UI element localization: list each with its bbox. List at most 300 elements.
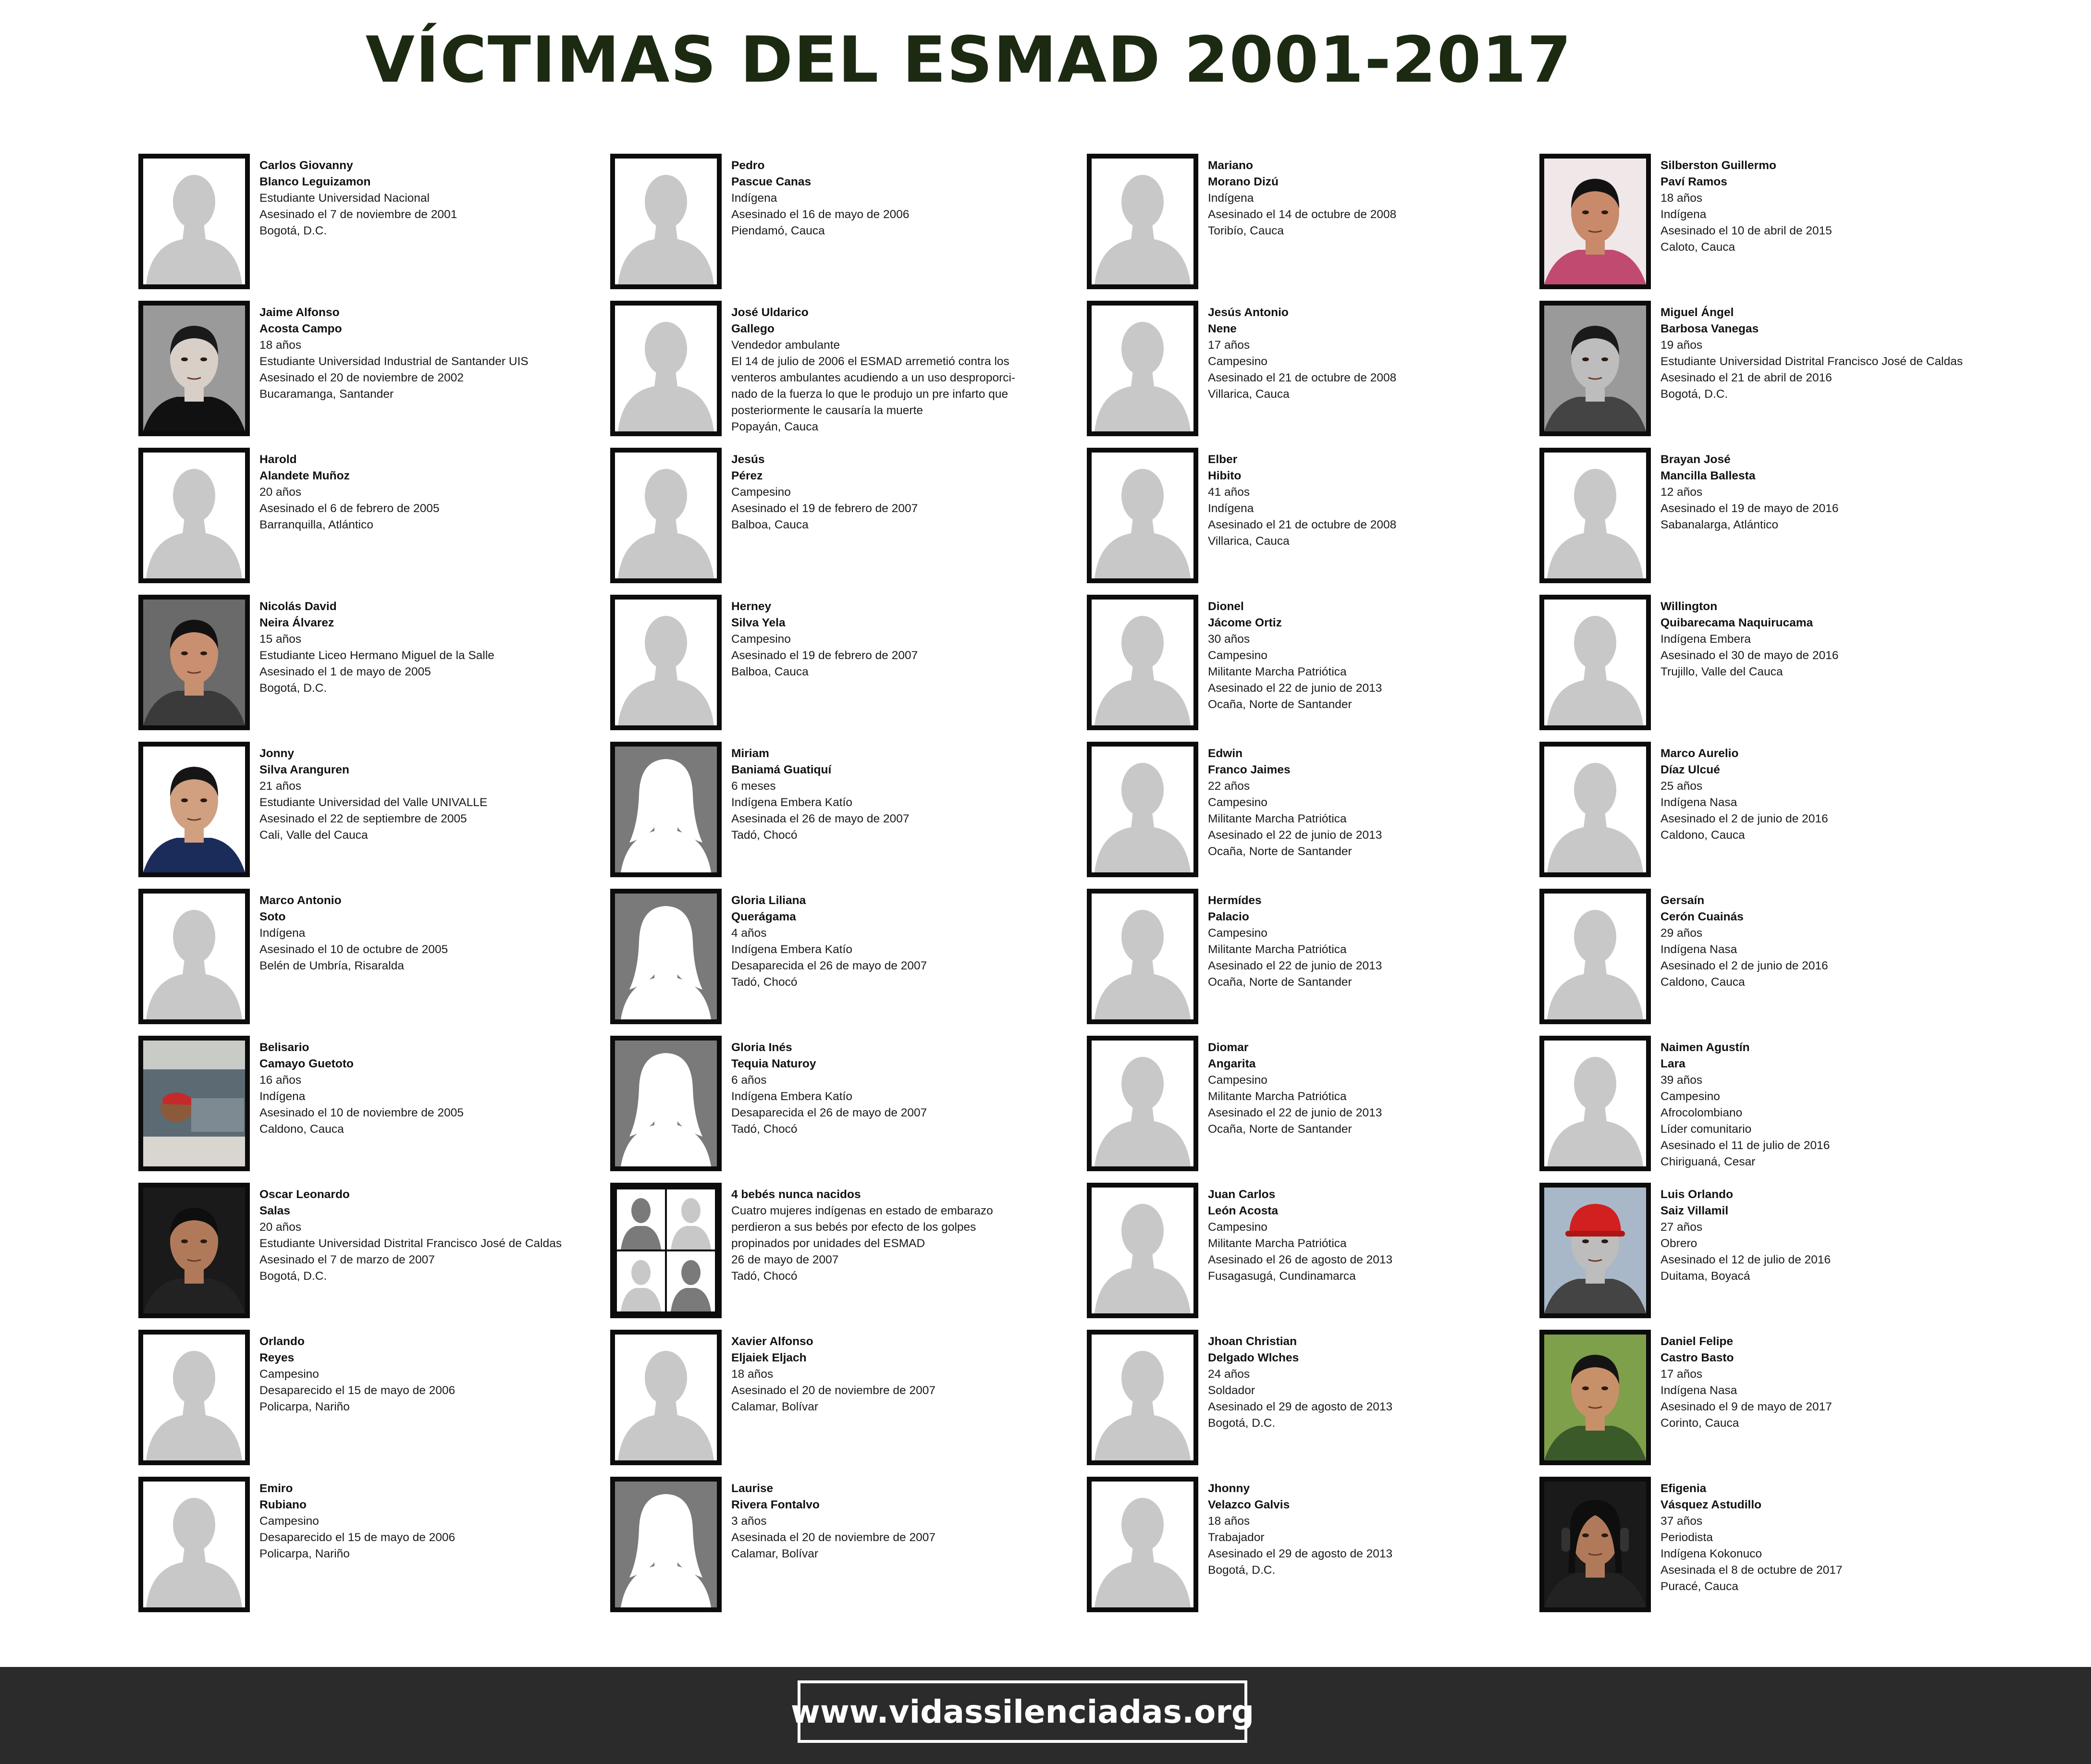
victim-info [1660, 599, 1997, 680]
victim-photo [1087, 742, 1198, 877]
victim-info [259, 452, 596, 533]
victim-detail: Asesinado el 11 de julio de 2016 [1660, 1139, 1830, 1152]
victim-photo [1539, 1036, 1651, 1171]
victim-detail: Estudiante Universidad del Valle UNIVALLE [259, 796, 488, 809]
victim-detail: 20 años [259, 486, 302, 499]
victim-card [138, 1474, 600, 1613]
victim-detail: 15 años [259, 633, 302, 646]
victim-detail: Asesinada el 20 de noviembre de 2007 [731, 1531, 935, 1544]
victim-detail: 22 años [1208, 780, 1250, 793]
victim-name: Jesús [731, 453, 765, 466]
victim-info [731, 1481, 1068, 1562]
victim-name: Camayo Guetoto [259, 1057, 354, 1070]
victim-detail: Estudiante Universidad Distrital Francisco José de Caldas [259, 1237, 562, 1250]
victim-detail: Cali, Valle del Cauca [259, 829, 368, 842]
victim-detail: Corinto, Cauca [1660, 1417, 1739, 1430]
victim-name: Pascue Canas [731, 175, 812, 188]
victim-card [1539, 1474, 2001, 1613]
victim-detail: Campesino [1660, 1090, 1720, 1103]
victim-card [138, 739, 600, 878]
victim-info [731, 1334, 1068, 1415]
victim-card [1087, 298, 1548, 437]
victim-detail: 30 años [1208, 633, 1250, 646]
victim-detail: Desaparecido el 15 de mayo de 2006 [259, 1531, 455, 1544]
victim-card [1087, 151, 1548, 290]
victim-name: 4 bebés nunca nacidos [731, 1188, 861, 1201]
victim-detail: Campesino [1208, 796, 1267, 809]
victim-card [610, 298, 1071, 437]
victim-photo [610, 1183, 722, 1318]
victim-name: Orlando [259, 1335, 305, 1348]
victim-detail: Sabanalarga, Atlántico [1660, 518, 1779, 531]
victim-detail: 39 años [1660, 1074, 1703, 1087]
victim-detail: Asesinada el 8 de octubre de 2017 [1660, 1564, 1843, 1577]
victim-detail: Bogotá, D.C. [1660, 388, 1728, 401]
victim-info [1208, 1187, 1544, 1285]
victim-detail: Asesinado el 7 de marzo de 2007 [259, 1253, 435, 1266]
victim-detail: Tadó, Chocó [731, 976, 798, 989]
victim-detail: perdieron a sus bebés por efecto de los golpes [731, 1221, 976, 1234]
victim-info [259, 1481, 596, 1562]
victim-name: Blanco Leguizamon [259, 175, 371, 188]
victim-detail: Cuatro mujeres indígenas en estado de embarazo [731, 1204, 993, 1217]
victim-detail: Asesinado el 30 de mayo de 2016 [1660, 649, 1839, 662]
victim-detail: Piendamó, Cauca [731, 224, 825, 237]
victim-detail: propinados por unidades del ESMAD [731, 1237, 925, 1250]
victim-info [259, 893, 596, 974]
victim-detail: Estudiante Universidad Distrital Francisco José de Caldas [1660, 355, 1963, 368]
victim-name: Franco Jaimes [1208, 763, 1291, 776]
victim-detail: Campesino [259, 1368, 319, 1381]
victim-name: Jácome Ortiz [1208, 616, 1282, 629]
victim-detail: Chiriguaná, Cesar [1660, 1155, 1756, 1168]
victim-name: Querágama [731, 910, 796, 923]
victim-name: Gloria Liliana [731, 894, 806, 907]
victim-name: Baniamá Guatiquí [731, 763, 832, 776]
victim-detail: Fusagasugá, Cundinamarca [1208, 1270, 1356, 1283]
victim-detail: 21 años [259, 780, 302, 793]
victim-detail: Campesino [1208, 649, 1267, 662]
page-title: VÍCTIMAS DEL ESMAD 2001-2017 [365, 23, 1573, 97]
victim-name: Daniel Felipe [1660, 1335, 1734, 1348]
victim-name: Rubiano [259, 1498, 307, 1511]
victim-detail: Barranquilla, Atlántico [259, 518, 373, 531]
victim-detail: Indígena Nasa [1660, 1384, 1737, 1397]
victim-detail: Indígena [1660, 208, 1707, 221]
victim-photo [138, 742, 250, 877]
victim-info [1208, 599, 1544, 713]
victim-photo [1087, 1330, 1198, 1465]
victim-card [1087, 445, 1548, 584]
victim-name: Cerón Cuainás [1660, 910, 1744, 923]
victim-name: Mancilla Ballesta [1660, 469, 1756, 482]
victim-name: Harold [259, 453, 297, 466]
victim-name: Barbosa Vanegas [1660, 322, 1759, 335]
victim-detail: 19 años [1660, 339, 1703, 352]
victim-detail: Trabajador [1208, 1531, 1265, 1544]
victim-detail: Militante Marcha Patriótica [1208, 812, 1347, 825]
victim-info [1660, 746, 1997, 844]
victim-detail: 17 años [1208, 339, 1250, 352]
victim-detail: Militante Marcha Patriótica [1208, 1237, 1347, 1250]
footer-bar [0, 1667, 2091, 1764]
victim-detail: 3 años [731, 1515, 767, 1528]
victim-detail: Asesinado el 29 de agosto de 2013 [1208, 1547, 1393, 1560]
victim-photo [610, 595, 722, 730]
victim-name: Oscar Leonardo [259, 1188, 350, 1201]
victim-name: Gloria Inés [731, 1041, 792, 1054]
victim-photo [610, 448, 722, 583]
victim-detail: Asesinado el 22 de junio de 2013 [1208, 682, 1382, 695]
victim-info [1208, 1481, 1544, 1579]
victim-photo [1539, 301, 1651, 436]
victim-detail: Indígena [259, 1090, 306, 1103]
victim-detail: Calamar, Bolívar [731, 1547, 819, 1560]
victim-detail: Afrocolombiano [1660, 1106, 1743, 1119]
victim-name: Marco Antonio [259, 894, 342, 907]
victim-name: Alandete Muñoz [259, 469, 350, 482]
victim-detail: Popayán, Cauca [731, 420, 819, 433]
victim-card [1539, 151, 2001, 290]
victim-detail: Tadó, Chocó [731, 1270, 798, 1283]
victim-detail: Campesino [1208, 927, 1267, 940]
victim-detail: Balboa, Cauca [731, 665, 809, 678]
victim-card [1539, 1327, 2001, 1466]
victim-detail: Campesino [1208, 1221, 1267, 1234]
victim-info [259, 599, 596, 697]
victim-card [138, 1033, 600, 1172]
victim-detail: Asesinado el 7 de noviembre de 2001 [259, 208, 457, 221]
victim-card [610, 1033, 1071, 1172]
victim-detail: Asesinado el 16 de mayo de 2006 [731, 208, 910, 221]
victim-photo [138, 889, 250, 1024]
victim-detail: Indígena Embera Katío [731, 1090, 852, 1103]
victim-detail: Asesinado el 22 de junio de 2013 [1208, 829, 1382, 842]
victim-name: Efigenia [1660, 1482, 1707, 1495]
victim-photo [138, 154, 250, 289]
victim-detail: Asesinado el 21 de octubre de 2008 [1208, 371, 1397, 384]
victim-detail: Asesinado el 21 de abril de 2016 [1660, 371, 1832, 384]
victim-detail: Asesinado el 20 de noviembre de 2007 [731, 1384, 935, 1397]
victim-info [731, 1040, 1068, 1138]
victim-photo [1539, 1183, 1651, 1318]
victim-detail: 37 años [1660, 1515, 1703, 1528]
victim-detail: Villarica, Cauca [1208, 535, 1290, 548]
victim-name: Belisario [259, 1041, 309, 1054]
victim-detail: Asesinado el 12 de julio de 2016 [1660, 1253, 1831, 1266]
victim-name: Gersaín [1660, 894, 1705, 907]
victim-detail: Asesinado el 19 de mayo de 2016 [1660, 502, 1839, 515]
victim-detail: 26 de mayo de 2007 [731, 1253, 839, 1266]
victim-photo [1539, 448, 1651, 583]
victim-detail: Ocaña, Norte de Santander [1208, 845, 1352, 858]
victim-name: Angarita [1208, 1057, 1256, 1070]
victim-name: Morano Dizú [1208, 175, 1279, 188]
victim-name: Neira Álvarez [259, 616, 334, 629]
victim-name: Eljaiek Eljach [731, 1351, 807, 1364]
victim-info [259, 1334, 596, 1415]
victim-detail: Campesino [259, 1515, 319, 1528]
victim-detail: Bogotá, D.C. [259, 1270, 327, 1283]
victim-detail: Policarpa, Nariño [259, 1547, 350, 1560]
victim-photo [1539, 889, 1651, 1024]
victim-detail: Indígena Embera [1660, 633, 1751, 646]
victim-name: Paví Ramos [1660, 175, 1727, 188]
victim-card [138, 445, 600, 584]
victim-name: Lara [1660, 1057, 1685, 1070]
victim-detail: Toribío, Cauca [1208, 224, 1284, 237]
victim-name: Jaime Alfonso [259, 306, 340, 319]
victim-detail: Militante Marcha Patriótica [1208, 1090, 1347, 1103]
victim-detail: 4 años [731, 927, 767, 940]
victim-info [259, 746, 596, 844]
victim-photo [138, 301, 250, 436]
victim-photo [138, 1477, 250, 1612]
victim-card [1087, 592, 1548, 731]
victim-detail: Campesino [1208, 355, 1267, 368]
victim-info [259, 1187, 596, 1285]
victim-detail: Bogotá, D.C. [1208, 1564, 1276, 1577]
victim-name: Naimen Agustín [1660, 1041, 1750, 1054]
victim-photo [1087, 448, 1198, 583]
victim-name: Laurise [731, 1482, 774, 1495]
victim-photo [1087, 595, 1198, 730]
victim-card [610, 592, 1071, 731]
victim-name: Pedro [731, 159, 765, 172]
victim-detail: Obrero [1660, 1237, 1697, 1250]
victim-detail: Trujillo, Valle del Cauca [1660, 665, 1783, 678]
victim-card [610, 1180, 1071, 1319]
victim-detail: Indígena Nasa [1660, 796, 1737, 809]
victim-card [1087, 886, 1548, 1025]
victim-detail: Asesinado el 9 de mayo de 2017 [1660, 1400, 1832, 1413]
victim-photo [1539, 1330, 1651, 1465]
victim-photo [1087, 1183, 1198, 1318]
victim-photo [1087, 1036, 1198, 1171]
victim-detail: Ocaña, Norte de Santander [1208, 698, 1352, 711]
victim-info [1660, 893, 1997, 991]
victim-name: Xavier Alfonso [731, 1335, 813, 1348]
victim-detail: Asesinado el 2 de junio de 2016 [1660, 812, 1828, 825]
victim-card [1539, 1033, 2001, 1172]
victim-detail: Caldono, Cauca [1660, 976, 1745, 989]
victim-name: Herney [731, 600, 772, 613]
victim-detail: 16 años [259, 1074, 302, 1087]
victim-detail: 18 años [731, 1368, 774, 1381]
victim-detail: 29 años [1660, 927, 1703, 940]
victim-detail: Asesinado el 6 de febrero de 2005 [259, 502, 440, 515]
victim-detail: Asesinado el 20 de noviembre de 2002 [259, 371, 464, 384]
victim-card [1539, 592, 2001, 731]
victim-detail: Bucaramanga, Santander [259, 388, 394, 401]
victim-detail: 18 años [1660, 192, 1703, 205]
victim-info [1208, 893, 1544, 991]
victim-detail: Balboa, Cauca [731, 518, 809, 531]
victim-detail: nado de la fuerza lo que le produjo un pre infarto que [731, 388, 1009, 401]
victim-name: Palacio [1208, 910, 1249, 923]
victim-detail: Desaparecido el 15 de mayo de 2006 [259, 1384, 455, 1397]
victim-detail: Asesinado el 10 de octubre de 2005 [259, 943, 448, 956]
victim-info [1660, 452, 1997, 533]
victim-name: Reyes [259, 1351, 295, 1364]
victim-detail: Estudiante Liceo Hermano Miguel de la Salle [259, 649, 494, 662]
victim-detail: Campesino [731, 633, 791, 646]
victim-photo [610, 889, 722, 1024]
victim-name: Luis Orlando [1660, 1188, 1734, 1201]
victim-name: Brayan José [1660, 453, 1731, 466]
victim-photo [610, 301, 722, 436]
victim-detail: 18 años [259, 339, 302, 352]
victim-detail: Bogotá, D.C. [259, 224, 327, 237]
victim-card [1087, 1033, 1548, 1172]
victim-card [1539, 298, 2001, 437]
victim-detail: 18 años [1208, 1515, 1250, 1528]
victim-name: Willington [1660, 600, 1718, 613]
victim-detail: Caloto, Cauca [1660, 241, 1735, 254]
victim-detail: Indígena Nasa [1660, 943, 1737, 956]
victim-card [1087, 1327, 1548, 1466]
victim-card [138, 298, 600, 437]
victim-info [731, 893, 1068, 991]
victim-photo [610, 1036, 722, 1171]
victim-card [138, 1327, 600, 1466]
victim-detail: Asesinado el 19 de febrero de 2007 [731, 502, 918, 515]
victim-detail: Estudiante Universidad Industrial de Santander UIS [259, 355, 529, 368]
victim-detail: 12 años [1660, 486, 1703, 499]
victim-info [731, 305, 1068, 435]
victim-info [259, 305, 596, 403]
victim-info [1208, 746, 1544, 860]
victim-card [610, 739, 1071, 878]
victim-detail: Asesinado el 22 de junio de 2013 [1208, 1106, 1382, 1119]
victim-detail: Indígena [731, 192, 777, 205]
victim-detail: Asesinado el 14 de octubre de 2008 [1208, 208, 1397, 221]
victim-photo [1539, 595, 1651, 730]
victim-photo [138, 595, 250, 730]
victim-detail: Asesinado el 2 de junio de 2016 [1660, 959, 1828, 972]
victim-detail: Desaparecida el 26 de mayo de 2007 [731, 959, 927, 972]
victim-info [1660, 1334, 1997, 1432]
victim-detail: Indígena [1208, 502, 1254, 515]
victim-detail: Asesinada el 26 de mayo de 2007 [731, 812, 910, 825]
victim-info [259, 1040, 596, 1138]
victim-info [1660, 305, 1997, 403]
victim-detail: Tadó, Chocó [731, 1123, 798, 1136]
victim-card [1539, 445, 2001, 584]
victim-detail: Soldador [1208, 1384, 1255, 1397]
victim-detail: Asesinado el 22 de junio de 2013 [1208, 959, 1382, 972]
victim-photo [1539, 742, 1651, 877]
victim-detail: Policarpa, Nariño [259, 1400, 350, 1413]
victim-card [610, 1474, 1071, 1613]
victim-detail: Asesinado el 1 de mayo de 2005 [259, 665, 431, 678]
victim-card [1087, 1180, 1548, 1319]
victim-name: Vásquez Astudillo [1660, 1498, 1762, 1511]
victim-name: Jhoan Christian [1208, 1335, 1297, 1348]
victim-photo [610, 1330, 722, 1465]
victim-name: Nene [1208, 322, 1237, 335]
victim-photo [138, 1330, 250, 1465]
victim-detail: Asesinado el 26 de agosto de 2013 [1208, 1253, 1393, 1266]
victim-card [610, 1327, 1071, 1466]
victim-name: Miguel Ángel [1660, 306, 1734, 319]
victim-detail: Asesinado el 29 de agosto de 2013 [1208, 1400, 1393, 1413]
victim-name: Diomar [1208, 1041, 1249, 1054]
victim-name: Tequia Naturoy [731, 1057, 816, 1070]
victim-name: Gallego [731, 322, 775, 335]
victim-detail: venteros ambulantes acudiendo a un uso desproporci- [731, 371, 1016, 384]
victim-detail: Indígena Embera Katío [731, 943, 852, 956]
victim-name: Juan Carlos [1208, 1188, 1276, 1201]
victim-photo [138, 1183, 250, 1318]
victim-card [1539, 886, 2001, 1025]
victim-card [1539, 1180, 2001, 1319]
victim-name: Mariano [1208, 159, 1253, 172]
victim-detail: Bogotá, D.C. [1208, 1417, 1276, 1430]
victim-info [1660, 1040, 1997, 1170]
victim-detail: Asesinado el 21 de octubre de 2008 [1208, 518, 1397, 531]
victim-name: Pérez [731, 469, 763, 482]
victim-name: Hibito [1208, 469, 1242, 482]
victim-name: Castro Basto [1660, 1351, 1734, 1364]
victim-info [1208, 1040, 1544, 1138]
victim-info [731, 158, 1068, 239]
victim-info [1208, 1334, 1544, 1432]
victim-photo [1087, 154, 1198, 289]
victim-name: Rivera Fontalvo [731, 1498, 820, 1511]
victim-name: Jesús Antonio [1208, 306, 1289, 319]
victim-detail: 17 años [1660, 1368, 1703, 1381]
victim-name: Díaz Ulcué [1660, 763, 1720, 776]
victim-name: Delgado Wlches [1208, 1351, 1299, 1364]
victim-detail: Caldono, Cauca [259, 1123, 344, 1136]
victim-photo [610, 742, 722, 877]
victim-detail: Desaparecida el 26 de mayo de 2007 [731, 1106, 927, 1119]
victim-name: Silva Yela [731, 616, 786, 629]
victim-photo [610, 154, 722, 289]
victim-name: Elber [1208, 453, 1238, 466]
victim-info [1208, 305, 1544, 403]
victim-name: José Uldarico [731, 306, 809, 319]
victim-info [1208, 158, 1544, 239]
victim-name: Miriam [731, 747, 769, 760]
victim-card [138, 592, 600, 731]
victim-detail: El 14 de julio de 2006 el ESMAD arremetió contra los [731, 355, 1009, 368]
victim-detail: Ocaña, Norte de Santander [1208, 1123, 1352, 1136]
victim-info [731, 452, 1068, 533]
victim-name: Soto [259, 910, 286, 923]
victim-name: Jhonny [1208, 1482, 1250, 1495]
victim-photo [1087, 301, 1198, 436]
victim-info [1660, 158, 1997, 256]
victim-detail: 27 años [1660, 1221, 1703, 1234]
victim-name: Quibarecama Naquirucama [1660, 616, 1813, 629]
victim-card [138, 1180, 600, 1319]
victim-detail: Villarica, Cauca [1208, 388, 1290, 401]
victim-detail: Asesinado el 22 de septiembre de 2005 [259, 812, 467, 825]
victim-photo [1087, 1477, 1198, 1612]
website-link[interactable]: www.vidassilenciadas.org [798, 1680, 1247, 1743]
victim-detail: Indígena [1208, 192, 1254, 205]
victim-name: Carlos Giovanny [259, 159, 353, 172]
victim-detail: Campesino [731, 486, 791, 499]
victim-detail: Periodista [1660, 1531, 1713, 1544]
victim-info [1660, 1481, 1997, 1595]
victim-detail: 24 años [1208, 1368, 1250, 1381]
victim-detail: Indígena [259, 927, 306, 940]
victim-photo [1539, 154, 1651, 289]
victim-name: Silva Aranguren [259, 763, 349, 776]
